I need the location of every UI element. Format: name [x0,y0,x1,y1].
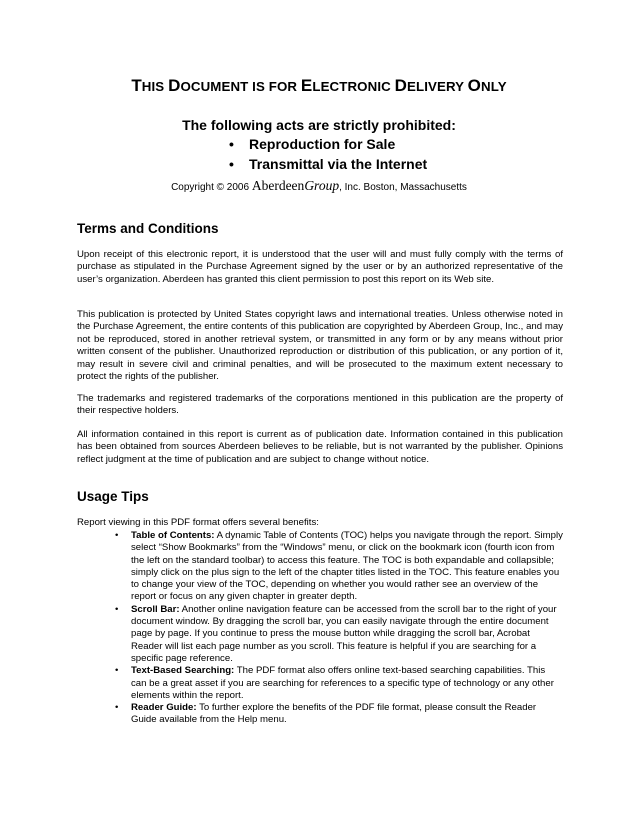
title-word: DOCUMENT [168,76,253,95]
title-word: FOR [268,79,301,94]
copyright-line [0,178,638,196]
tip-label: Table of Contents: [131,530,215,541]
tip-text: The PDF format also offers online text-based searching capabilities. This can be a great asset if you are searching for references to a specific type of technology or any other elements within the report. [131,665,554,701]
terms-paragraph: All information contained in this report is current as of publication date. Information contained in this publication has been obtained from sources Aberdeen believes to be reliable, but is not warranted by the publisher. Opinions reflect judgment at the time of publication and are subject to change without notice. [77,429,563,465]
page-title [0,76,638,96]
title-word: DELIVERY [394,76,468,95]
tip-label: Reader Guide: [131,702,197,714]
terms-paragraph: The trademarks and registered trademarks of the corporations mentioned in this publication are the property of their respective holders. [77,393,563,417]
title-word: IS [252,79,269,94]
list-item [115,665,563,702]
bullet-icon: • [115,665,119,677]
prohibited-item: • Transmittal via the Internet [229,155,427,175]
copyright-suffix: , Inc. Boston, Massachusetts [339,182,467,193]
terms-paragraph: Upon receipt of this electronic report, it is understood that the user will and must fully comply with the terms of purchase as stipulated in the Purchase Agreement signed by the user or by an authorized representative of the user’s organization. Aberdeen has granted this client permission to post this report on its Web site. [77,249,563,285]
list-item [115,702,563,727]
usage-heading: Usage Tips [77,489,149,504]
terms-paragraph: This publication is protected by United States copyright laws and international treaties. Unless otherwise noted in the Purchase Agreement, the entire contents of this publication are copyrighted by Aberdeen Group, Inc., and may not be reproduced, stored in another retrieval system, or transmitted in any form or by any means without prior written consent of the publisher. Unauthorized reproduction or distribution of this publication, or any portion of it, may result in severe civil and criminal penalties, and will be prosecuted to the maximum extent necessary to protect the rights of the publisher. [77,309,563,383]
prohibited-heading: The following acts are strictly prohibited: [182,117,456,133]
usage-intro: Report viewing in this PDF format offers several benefits: [77,517,319,528]
tip-label: Scroll Bar: [131,603,180,615]
bullet-icon: • [115,603,119,615]
copyright-prefix: Copyright © 2006 [171,182,250,193]
prohibited-list [229,135,427,174]
tip-text: To further explore the benefits of the PDF file format, please consult the Reader Guide available from the Help menu. [131,702,537,726]
bullet-icon: • [115,530,119,541]
title-word: ONLY [467,76,507,95]
bullet-icon: • [115,702,119,714]
usage-tips-list [115,530,563,727]
title-word: THIS [131,76,169,95]
brand-logo-text: AberdeenGroup [251,178,340,193]
tip-text: Another online navigation feature can be accessed from the scroll bar to the right of your document window. By dragging the scroll bar, you can easily navigate through the entire document page by page. If you continue to press the mouse button while dragging the scroll bar, Acrobat Reader will list each page number as you scroll. This feature is helpful if you are searching for a specific page reference. [131,603,557,664]
terms-heading: Terms and Conditions [77,221,219,236]
tip-text: A dynamic Table of Contents (TOC) helps you navigate through the report. Simply select “Show Bookmarks” from the “Windows” menu, or click on the bookmark icon (fourth icon from the left on the standard toolbar) to access this feature. The TOC is both expandable and collapsible; simply click on the plus sign to the left of the chapter titles listed in the TOC. This feature enables you to change your view of the TOC, depending on whether you would rather see an overview of the report or focus on any given chapter in greater depth. [131,530,563,603]
prohibited-item: • Reproduction for Sale [229,135,427,155]
tip-label: Text-Based Searching: [131,665,235,677]
list-item [115,530,563,604]
list-item [115,603,563,665]
title-word: ELECTRONIC [300,76,395,95]
